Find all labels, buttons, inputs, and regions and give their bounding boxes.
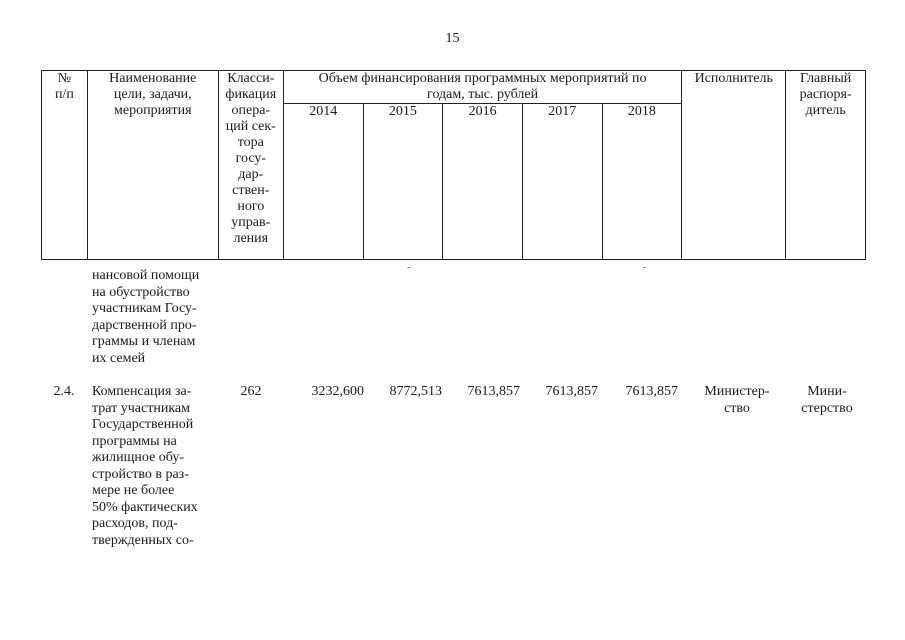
header-year: 2015 bbox=[363, 104, 443, 260]
scan-tick: - bbox=[643, 262, 647, 273]
row-main-manager: Мини- стерство bbox=[801, 384, 853, 416]
row-value-2014: 3232,600 bbox=[311, 384, 364, 399]
header-funding-volume: Объем финансирования программных мероприятий по годам, тыс. рублей bbox=[283, 71, 681, 104]
header-num: № п/п bbox=[42, 71, 88, 260]
row-classification: 262 bbox=[240, 384, 262, 399]
header-year: 2014 bbox=[283, 104, 363, 260]
continued-row-name: нансовой помощи на обустройство участникам Госу- дарственной про- граммы и членам их семей bbox=[92, 268, 200, 366]
header-executor: Исполнитель bbox=[682, 71, 786, 260]
header-year: 2018 bbox=[602, 104, 682, 260]
header-year: 2017 bbox=[522, 104, 602, 260]
row-value-2018: 7613,857 bbox=[625, 384, 678, 399]
scan-tick: - bbox=[407, 262, 411, 273]
header-year: 2016 bbox=[443, 104, 523, 260]
row-value-2017: 7613,857 bbox=[545, 384, 598, 399]
row-name: Компенсация за- трат участникам Государственной программы на жилищное обу- стройство в раз- мере не более 50% фактических расходов, под- твержденных со- bbox=[92, 384, 198, 548]
header-name: Наименование цели, задачи, мероприятия bbox=[87, 71, 218, 260]
header-classification: Класси- фикация опера- ций сек- тора госу- дар- ствен- ного управ- ления bbox=[218, 71, 283, 260]
header-main-manager: Главный распоря- дитель bbox=[786, 71, 866, 260]
row-num: 2.4. bbox=[53, 384, 75, 399]
row-value-2016: 7613,857 bbox=[467, 384, 520, 399]
row-value-2015: 8772,513 bbox=[389, 384, 442, 399]
row-executor: Министер- ство bbox=[704, 384, 770, 416]
program-table-header bbox=[41, 70, 866, 260]
page-number: 15 bbox=[445, 31, 460, 46]
